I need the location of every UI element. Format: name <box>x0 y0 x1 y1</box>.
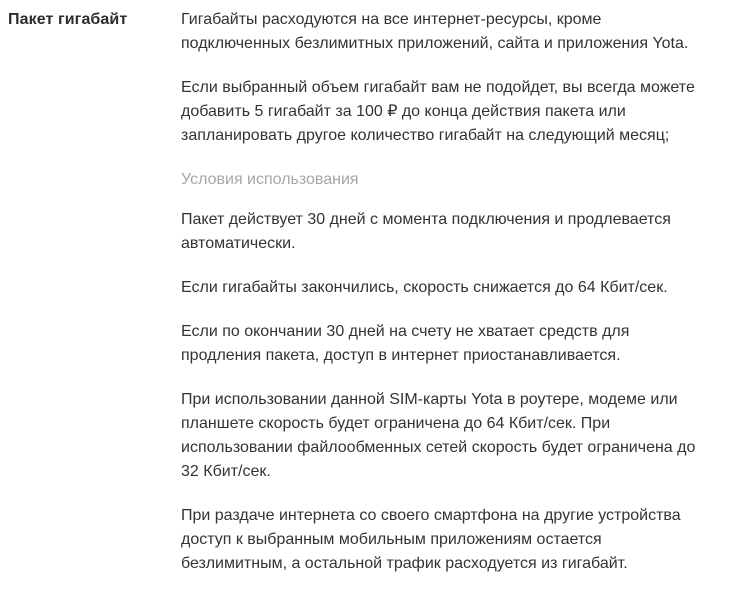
row-content-column <box>181 8 696 596</box>
paragraph-tethering-rules: При раздаче интернета со своего смартфона на другие устройства доступ к выбранным мобильным приложениям остается безлимитным, а остальной трафик расходуется из гигабайт. <box>181 507 681 572</box>
paragraph-gigabytes-usage: Гигабайты расходуются на все интернет-ресурсы, кроме подключенных безлимитных приложений, сайта и приложения Yota. <box>181 11 689 52</box>
paragraph-sim-in-router-limits: При использовании данной SIM-карты Yota в роутере, модеме или планшете скорость будет ограничена до 64 Кбит/сек. При использовании файлообменных сетей скорость будет ограничена до 32 Кбит/сек. <box>181 391 696 480</box>
paragraph-insufficient-funds: Если по окончании 30 дней на счету не хватает средств для продления пакета, доступ в интернет приостанавливается. <box>181 323 630 364</box>
subheading-usage-terms: Условия использования <box>181 171 359 188</box>
row-label-column <box>0 8 181 32</box>
paragraph-add-gigabytes-option: Если выбранный объем гигабайт вам не подойдет, вы всегда можете добавить 5 гигабайт за 100 ₽ до конца действия пакета или запланировать другое количество гигабайт на следующий месяц; <box>181 79 695 144</box>
paragraph-speed-reduction: Если гигабайты закончились, скорость снижается до 64 Кбит/сек. <box>181 279 668 296</box>
row-label-package-gigabytes: Пакет гигабайт <box>8 11 128 28</box>
paragraph-package-duration: Пакет действует 30 дней с момента подключения и продлевается автоматически. <box>181 211 671 252</box>
